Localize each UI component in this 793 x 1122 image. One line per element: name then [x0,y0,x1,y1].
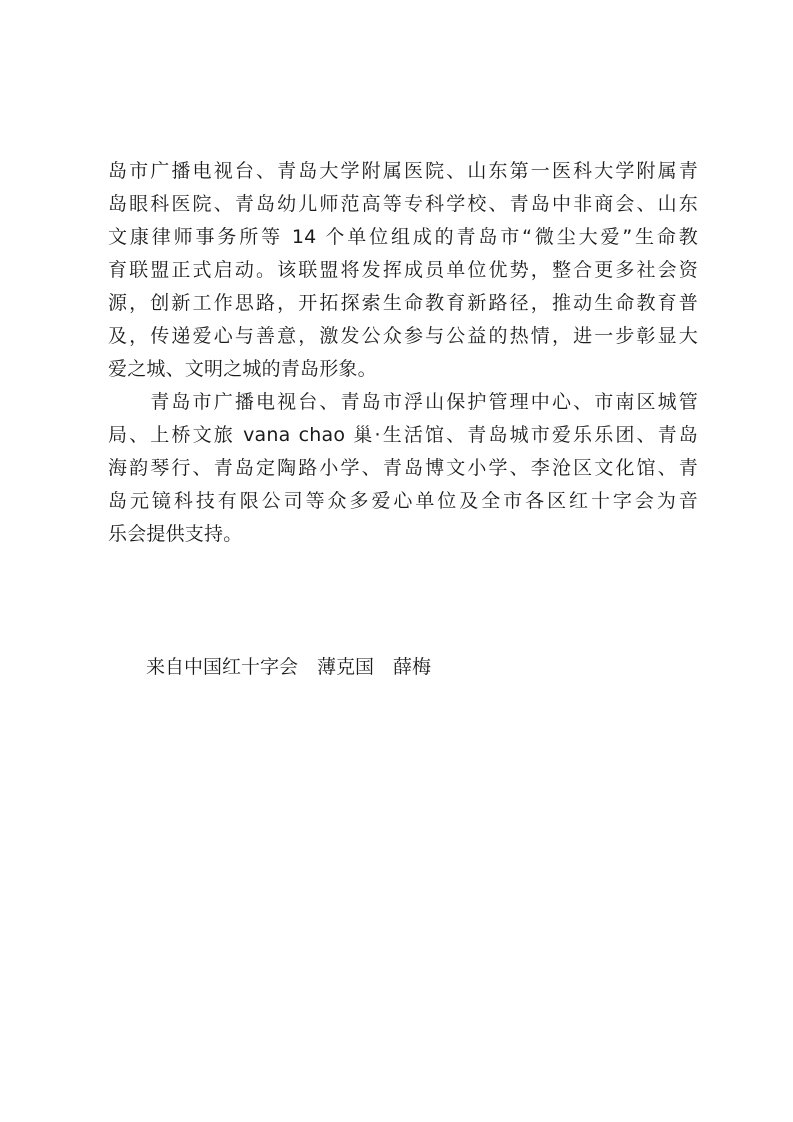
text-line: 海韵琴行、青岛定陶路小学、青岛博文小学、李沧区文化馆、青 [108,457,698,479]
text-line: 岛元镜科技有限公司等众多爱心单位及全市各区红十字会为音 [108,490,698,512]
text-line: 乐会提供支持。 [108,523,243,545]
text-line: 育联盟正式启动。该联盟将发挥成员单位优势，整合更多社会资 [108,259,698,281]
article-source-signature: 来自中国红十字会 薄克国 薛梅 [146,656,432,678]
paragraph-1 [108,155,698,386]
article-body [108,155,698,551]
text-line: 文康律师事务所等 14 个单位组成的青岛市“微尘大爱”生命教 [108,226,698,248]
paragraph-2 [108,386,698,551]
text-line: 爱之城、文明之城的青岛形象。 [108,358,377,380]
text-line: 青岛市广播电视台、青岛市浮山保护管理中心、市南区城管 [108,391,698,413]
text-line: 及，传递爱心与善意，激发公众参与公益的热情，进一步彰显大 [108,325,698,347]
text-line: 岛市广播电视台、青岛大学附属医院、山东第一医科大学附属青 [108,160,698,182]
text-line: 局、上桥文旅 vana chao 巢·生活馆、青岛城市爱乐乐团、青岛 [108,424,698,446]
text-line: 岛眼科医院、青岛幼儿师范高等专科学校、青岛中非商会、山东 [108,193,698,215]
text-line: 源，创新工作思路，开拓探索生命教育新路径，推动生命教育普 [108,292,698,314]
